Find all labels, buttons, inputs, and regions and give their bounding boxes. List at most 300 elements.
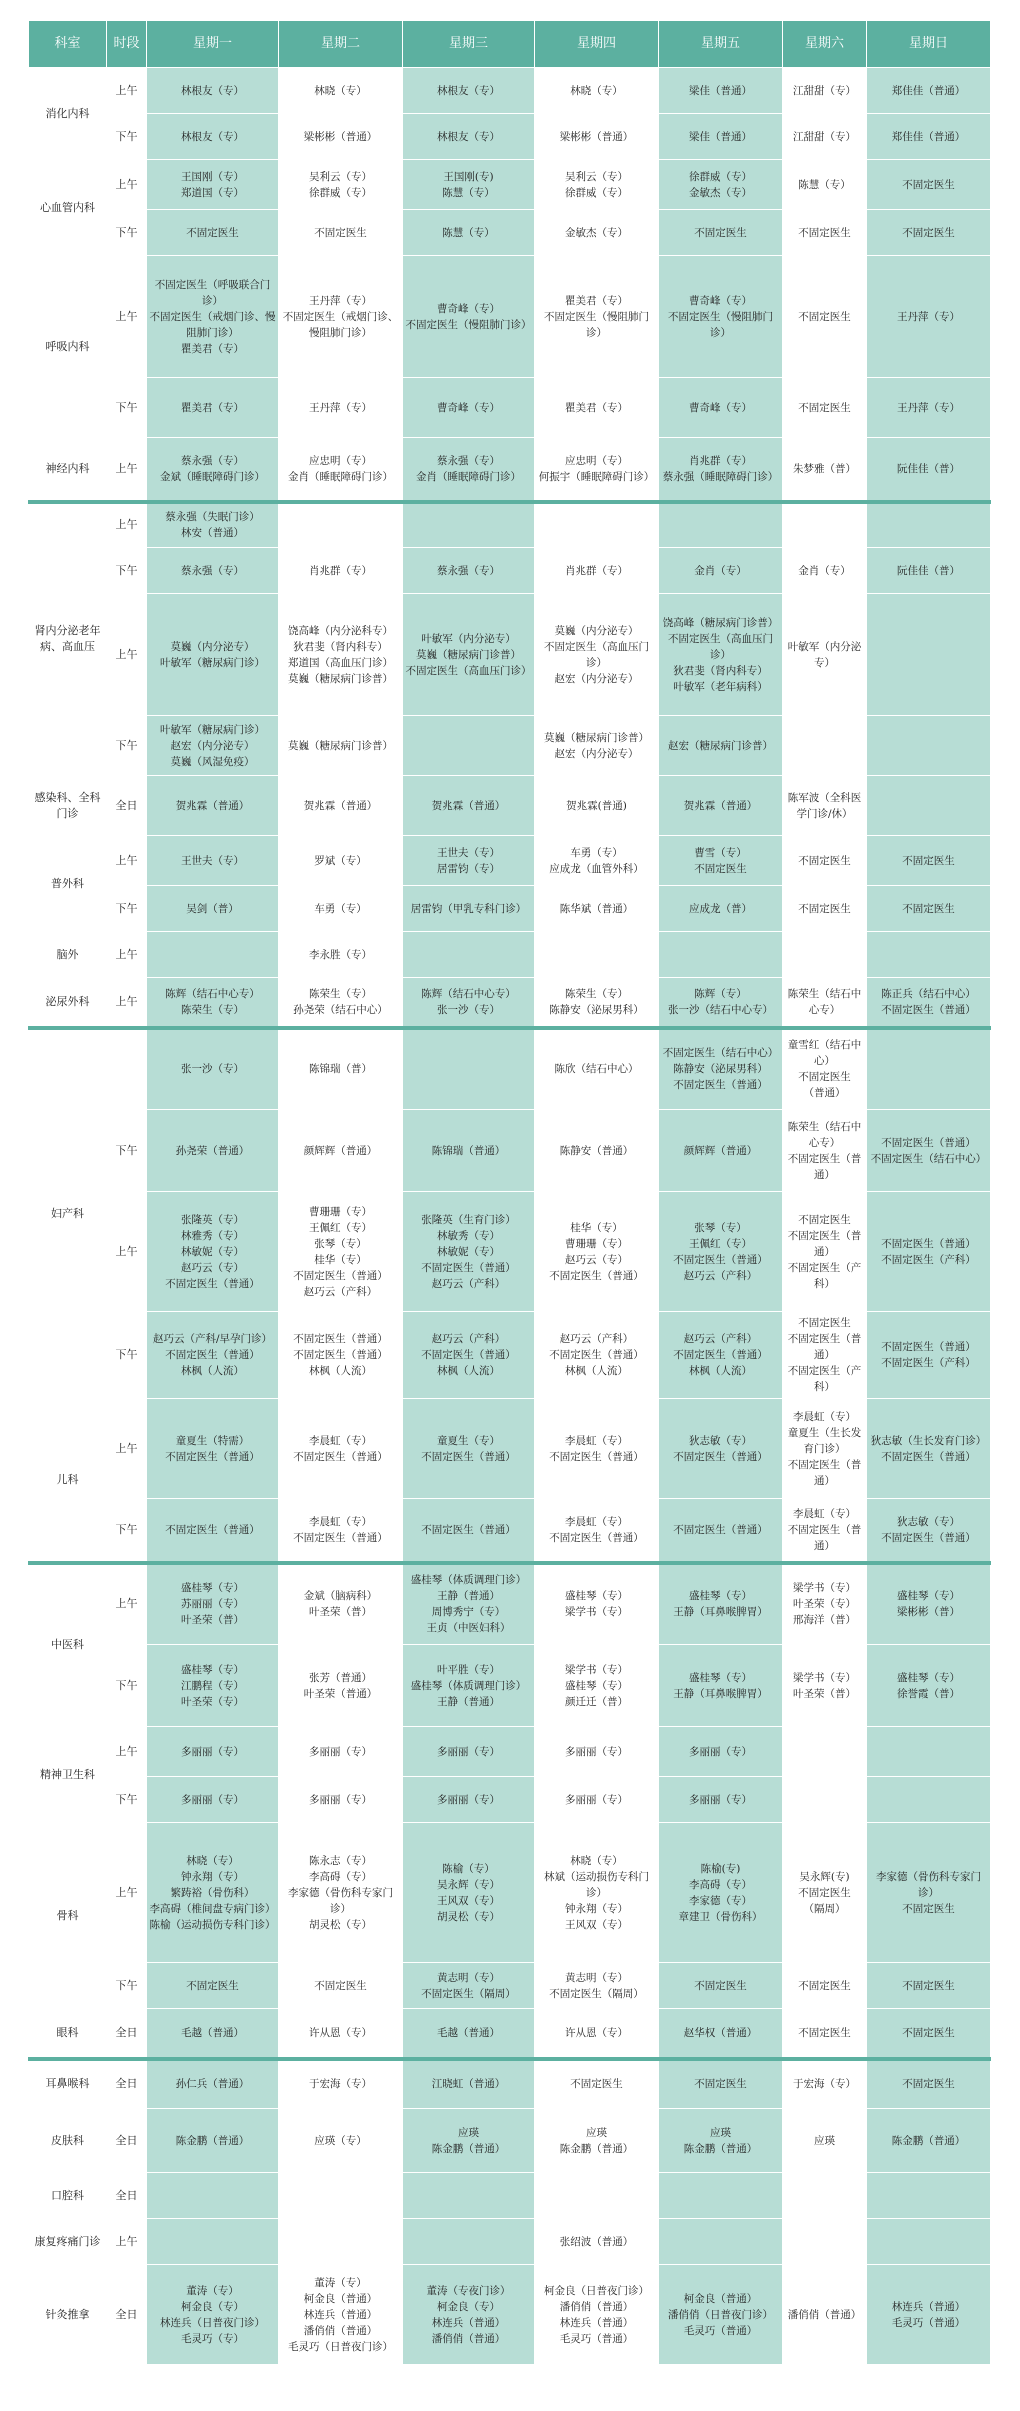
doctor-cell bbox=[867, 594, 991, 716]
table-row bbox=[29, 932, 991, 978]
doctor-cell: 贺兆霖（普通） bbox=[147, 776, 279, 836]
period-cell: 上午 bbox=[107, 1823, 147, 1963]
doctor-cell: 林晓（专） bbox=[279, 68, 403, 114]
doctor-cell: 曹奇峰（专） bbox=[403, 378, 535, 438]
doctor-cell: 狄志敏（生长发育门诊） 不固定医生（普通） bbox=[867, 1399, 991, 1499]
doctor-cell: 张隆英（生育门诊） 林敏秀（专） 林敏妮（专） 不固定医生（普通） 赵巧云（产科） bbox=[403, 1192, 535, 1312]
doctor-cell: 瞿美君（专） bbox=[147, 378, 279, 438]
doctor-cell bbox=[659, 2173, 783, 2219]
doctor-cell: 陈慧（专） bbox=[403, 210, 535, 256]
doctor-cell: 不固定医生 bbox=[783, 2009, 867, 2059]
doctor-cell: 饶高峰（内分泌科专） 狄君斐（肾内科专） 郑道国（高血压门诊） 莫巍（糖尿病门诊普） bbox=[279, 594, 403, 716]
doctor-cell: 赵宏（糖尿病门诊普） bbox=[659, 716, 783, 776]
doctor-cell: 陈永志（专） 李高碍（专） 李家德（骨伤科专家门诊） 胡灵松（专） bbox=[279, 1823, 403, 1963]
doctor-cell: 陈辉（专） 张一沙（结石中心专） bbox=[659, 978, 783, 1028]
table-row bbox=[29, 548, 991, 594]
table-row bbox=[29, 716, 991, 776]
doctor-cell: 陈荣生（结石中心专） bbox=[783, 978, 867, 1028]
doctor-cell: 盛桂琴（专） 梁学书（专） bbox=[535, 1563, 659, 1645]
doctor-cell: 应成龙（普） bbox=[659, 886, 783, 932]
period-cell: 上午 bbox=[107, 1192, 147, 1312]
doctor-cell: 多丽丽（专） bbox=[403, 1777, 535, 1823]
header-cell: 星期六 bbox=[783, 21, 867, 68]
doctor-cell: 赵巧云（产科） 不固定医生（普通） 林枫（人流） bbox=[535, 1312, 659, 1399]
doctor-cell: 林根友（专） bbox=[147, 68, 279, 114]
doctor-cell: 徐群威（专） 金敏杰（专） bbox=[659, 160, 783, 210]
doctor-cell: 赵巧云（产科） 不固定医生（普通） 林枫（人流） bbox=[659, 1312, 783, 1399]
doctor-cell: 柯金良（普通） 潘俏俏（日普夜门诊） 毛灵巧（普通） bbox=[659, 2265, 783, 2365]
doctor-cell: 不固定医生 bbox=[535, 2059, 659, 2109]
doctor-cell: 车勇（专） bbox=[279, 886, 403, 932]
doctor-cell: 盛桂琴（体质调理门诊） 王静（普通） 周博秀宁（专） 王贞（中医妇科） bbox=[403, 1563, 535, 1645]
doctor-cell: 应瑛 bbox=[783, 2109, 867, 2173]
table-row bbox=[29, 114, 991, 160]
doctor-cell bbox=[403, 1028, 535, 1110]
doctor-cell: 狄志敏（专） 不固定医生（普通） bbox=[867, 1499, 991, 1563]
header-cell: 星期日 bbox=[867, 21, 991, 68]
doctor-cell: 饶高峰（糖尿病门诊普） 不固定医生（高血压门诊） 狄君斐（肾内科专） 叶敏军（老年病科） bbox=[659, 594, 783, 716]
doctor-cell bbox=[403, 716, 535, 776]
doctor-cell bbox=[867, 2173, 991, 2219]
doctor-cell: 颜辉辉（普通） bbox=[279, 1110, 403, 1192]
doctor-cell: 贺兆霖(普通) bbox=[535, 776, 659, 836]
table-row bbox=[29, 2265, 991, 2365]
department-cell: 肾内分泌老年病、高血压 bbox=[29, 502, 107, 776]
period-cell: 下午 bbox=[107, 378, 147, 438]
doctor-cell: 多丽丽（专） bbox=[147, 1777, 279, 1823]
doctor-cell: 莫巍（内分泌专） 叶敏军（糖尿病门诊） bbox=[147, 594, 279, 716]
doctor-cell bbox=[403, 502, 535, 548]
period-cell: 上午 bbox=[107, 1563, 147, 1645]
table-row bbox=[29, 2009, 991, 2059]
doctor-cell: 董涛（专） 柯金良（专） 林连兵（日普夜门诊） 毛灵巧（专） bbox=[147, 2265, 279, 2365]
doctor-cell: 不固定医生 bbox=[659, 210, 783, 256]
doctor-cell: 王世夫（专） bbox=[147, 836, 279, 886]
department-cell: 口腔科 bbox=[29, 2173, 107, 2219]
doctor-cell: 不固定医生 bbox=[659, 1963, 783, 2009]
table-row bbox=[29, 978, 991, 1028]
period-cell: 上午 bbox=[107, 1399, 147, 1499]
doctor-cell: 莫巍（糖尿病门诊普） bbox=[279, 716, 403, 776]
doctor-cell: 不固定医生（普通） 不固定医生（普通） 林枫（人流） bbox=[279, 1312, 403, 1399]
doctor-cell: 吴剑（普） bbox=[147, 886, 279, 932]
doctor-cell bbox=[403, 2173, 535, 2219]
doctor-cell: 梁彬彬（普通） bbox=[279, 114, 403, 160]
doctor-cell: 陈荣生（结石中心专） 不固定医生（普通） bbox=[783, 1110, 867, 1192]
doctor-cell: 陈华斌（普通） bbox=[535, 886, 659, 932]
doctor-cell: 居雷钧（甲乳专科门诊） bbox=[403, 886, 535, 932]
table-row bbox=[29, 776, 991, 836]
doctor-cell: 李晨虹（专） 不固定医生（普通） bbox=[535, 1499, 659, 1563]
doctor-cell: 肖兆群（专） bbox=[279, 548, 403, 594]
doctor-cell bbox=[535, 502, 659, 548]
doctor-cell: 肖兆群（专） 蔡永强（睡眠障碍门诊） bbox=[659, 438, 783, 502]
doctor-cell: 桂华（专） 曹珊珊（专） 赵巧云（专） 不固定医生（普通） bbox=[535, 1192, 659, 1312]
doctor-cell: 陈榆(专) 李高碍（专） 李家德（专） 章建卫（骨伤科） bbox=[659, 1823, 783, 1963]
doctor-cell: 不固定医生 bbox=[783, 886, 867, 932]
doctor-cell: 盛桂琴（专） 王静（耳鼻喉脾胃） bbox=[659, 1645, 783, 1727]
doctor-cell: 黄志明（专） 不固定医生（隔周） bbox=[535, 1963, 659, 2009]
doctor-cell: 孙仁兵（普通） bbox=[147, 2059, 279, 2109]
department-cell: 中医科 bbox=[29, 1563, 107, 1727]
doctor-cell bbox=[659, 932, 783, 978]
doctor-cell bbox=[783, 932, 867, 978]
table-row bbox=[29, 2219, 991, 2265]
period-cell: 全日 bbox=[107, 2265, 147, 2365]
doctor-cell: 多丽丽（专） bbox=[659, 1777, 783, 1823]
doctor-cell: 不固定医生（结石中心） 陈静安（泌尿男科） 不固定医生（普通） bbox=[659, 1028, 783, 1110]
doctor-cell: 陈金鹏（普通） bbox=[867, 2109, 991, 2173]
period-cell: 上午 bbox=[107, 932, 147, 978]
period-cell: 下午 bbox=[107, 1963, 147, 2009]
doctor-cell bbox=[783, 1727, 867, 1777]
doctor-cell: 王世夫（专） 居雷钧（专） bbox=[403, 836, 535, 886]
doctor-cell: 童夏生（专） 不固定医生（普通） bbox=[403, 1399, 535, 1499]
doctor-cell: 不固定医生 不固定医生（普通） 不固定医生（产科） bbox=[783, 1192, 867, 1312]
table-row bbox=[29, 1645, 991, 1727]
period-cell bbox=[107, 1028, 147, 1110]
doctor-cell: 盛桂琴（专） 苏丽丽（专） 叶圣荣（普） bbox=[147, 1563, 279, 1645]
doctor-cell: 陈正兵（结石中心） 不固定医生（普通） bbox=[867, 978, 991, 1028]
doctor-cell: 叶敏军（内分泌专） 莫巍（糖尿病门诊普） 不固定医生（高血压门诊） bbox=[403, 594, 535, 716]
doctor-cell: 江晓虹（普通） bbox=[403, 2059, 535, 2109]
doctor-cell: 曹珊珊（专） 王佩红（专） 张琴（专） 桂华（专） 不固定医生（普通） 赵巧云（产科） bbox=[279, 1192, 403, 1312]
doctor-cell bbox=[783, 1777, 867, 1823]
period-cell: 全日 bbox=[107, 2059, 147, 2109]
doctor-cell: 郑佳佳（普通） bbox=[867, 114, 991, 160]
doctor-cell bbox=[279, 2173, 403, 2219]
period-cell: 下午 bbox=[107, 1499, 147, 1563]
doctor-cell: 陈锦瑞（普） bbox=[279, 1028, 403, 1110]
doctor-cell: 陈欣（结石中心） bbox=[535, 1028, 659, 1110]
table-row bbox=[29, 1312, 991, 1399]
doctor-cell bbox=[535, 932, 659, 978]
table-row bbox=[29, 1192, 991, 1312]
doctor-cell: 王丹萍（专） bbox=[867, 256, 991, 378]
department-cell: 妇产科 bbox=[29, 1028, 107, 1399]
doctor-cell: 吴利云（专） 徐群威（专） bbox=[279, 160, 403, 210]
table-row bbox=[29, 210, 991, 256]
table-row bbox=[29, 2109, 991, 2173]
doctor-cell: 阮佳佳（普） bbox=[867, 438, 991, 502]
doctor-cell: 陈金鹏（普通） bbox=[147, 2109, 279, 2173]
doctor-cell: 柯金良（日普夜门诊） 潘俏俏（普通） 林连兵（普通） 毛灵巧（普通） bbox=[535, 2265, 659, 2365]
doctor-cell: 金敏杰（专） bbox=[535, 210, 659, 256]
doctor-cell: 贺兆霖（普通） bbox=[403, 776, 535, 836]
period-cell: 全日 bbox=[107, 2173, 147, 2219]
doctor-cell: 童夏生（特需） 不固定医生（普通） bbox=[147, 1399, 279, 1499]
header-cell: 星期五 bbox=[659, 21, 783, 68]
doctor-cell: 应瑛 陈金鹏（普通） bbox=[403, 2109, 535, 2173]
table-row bbox=[29, 378, 991, 438]
doctor-cell bbox=[535, 2173, 659, 2219]
doctor-cell: 盛桂琴（专） 王静（耳鼻喉脾胃） bbox=[659, 1563, 783, 1645]
doctor-cell: 李家德（骨伤科专家门诊） 不固定医生 bbox=[867, 1823, 991, 1963]
period-cell: 上午 bbox=[107, 502, 147, 548]
doctor-cell: 林根友（专） bbox=[147, 114, 279, 160]
doctor-cell: 李永胜（专） bbox=[279, 932, 403, 978]
doctor-cell: 赵巧云（产科） 不固定医生（普通） 林枫（人流） bbox=[403, 1312, 535, 1399]
table-row bbox=[29, 1563, 991, 1645]
doctor-cell: 李晨虹（专） 童夏生（生长发育门诊） 不固定医生（普通） bbox=[783, 1399, 867, 1499]
doctor-cell bbox=[659, 502, 783, 548]
doctor-cell: 肖兆群（专） bbox=[535, 548, 659, 594]
doctor-cell: 江甜甜（专） bbox=[783, 68, 867, 114]
doctor-cell: 陈辉（结石中心专） 陈荣生（专） bbox=[147, 978, 279, 1028]
department-cell: 泌尿外科 bbox=[29, 978, 107, 1028]
department-cell: 神经内科 bbox=[29, 438, 107, 502]
doctor-cell: 毛越（普通） bbox=[403, 2009, 535, 2059]
period-cell: 下午 bbox=[107, 114, 147, 160]
department-cell: 康复疼痛门诊 bbox=[29, 2219, 107, 2265]
doctor-cell: 蔡永强（专） 金斌（睡眠障碍门诊） bbox=[147, 438, 279, 502]
doctor-cell bbox=[867, 716, 991, 776]
doctor-cell: 多丽丽（专） bbox=[535, 1777, 659, 1823]
doctor-cell: 陈锦瑞（普通） bbox=[403, 1110, 535, 1192]
doctor-cell: 瞿美君（专） bbox=[535, 378, 659, 438]
doctor-cell: 林晓（专） 钟永翔（专） 繁踌裕（骨伤科） 李高碍（椎间盘专病门诊） 陈榆（运动损伤专科门诊） bbox=[147, 1823, 279, 1963]
doctor-cell: 瞿美君（专） 不固定医生（慢阻肺门诊） bbox=[535, 256, 659, 378]
doctor-cell: 黄志明（专） 不固定医生（隔周） bbox=[403, 1963, 535, 2009]
doctor-cell: 张芳（普通） 叶圣荣（普通） bbox=[279, 1645, 403, 1727]
period-cell: 上午 bbox=[107, 594, 147, 716]
doctor-cell bbox=[279, 2219, 403, 2265]
doctor-cell: 许从恩（专） bbox=[279, 2009, 403, 2059]
header-cell: 时段 bbox=[107, 21, 147, 68]
doctor-cell: 陈榆（专） 吴永辉（专） 王风双（专） 胡灵松（专） bbox=[403, 1823, 535, 1963]
doctor-cell: 张绍波（普通） bbox=[535, 2219, 659, 2265]
period-cell: 上午 bbox=[107, 68, 147, 114]
doctor-cell: 不固定医生（普通） bbox=[659, 1499, 783, 1563]
period-cell: 上午 bbox=[107, 978, 147, 1028]
doctor-cell bbox=[659, 2219, 783, 2265]
doctor-cell: 陈荣生（专） 孙尧荣（结石中心） bbox=[279, 978, 403, 1028]
doctor-cell: 多丽丽（专） bbox=[279, 1777, 403, 1823]
doctor-cell: 潘俏俏（普通） bbox=[783, 2265, 867, 2365]
doctor-cell bbox=[867, 1727, 991, 1777]
doctor-cell: 李晨虹（专） 不固定医生（普通） bbox=[279, 1399, 403, 1499]
doctor-cell: 蔡永强（专） 金肖（睡眠障碍门诊） bbox=[403, 438, 535, 502]
doctor-cell: 不固定医生（普通） bbox=[147, 1499, 279, 1563]
doctor-cell: 江甜甜（专） bbox=[783, 114, 867, 160]
department-cell: 脑外 bbox=[29, 932, 107, 978]
doctor-cell: 蔡永强（专） bbox=[147, 548, 279, 594]
doctor-cell: 陈静安（普通） bbox=[535, 1110, 659, 1192]
doctor-cell: 莫巍（糖尿病门诊普） 赵宏（内分泌专） bbox=[535, 716, 659, 776]
doctor-cell: 吴利云（专） 徐群威（专） bbox=[535, 160, 659, 210]
doctor-cell: 不固定医生（普通） 不固定医生（产科） bbox=[867, 1312, 991, 1399]
doctor-cell: 盛桂琴（专） 徐誉霞（普） bbox=[867, 1645, 991, 1727]
doctor-cell: 梁佳（普通） bbox=[659, 68, 783, 114]
doctor-cell: 不固定医生 bbox=[147, 1963, 279, 2009]
doctor-cell: 狄志敏（专） 不固定医生（普通） bbox=[659, 1399, 783, 1499]
department-cell: 骨科 bbox=[29, 1823, 107, 2009]
doctor-cell: 梁学书（专） 盛桂琴（专） 颜迁迁（普） bbox=[535, 1645, 659, 1727]
doctor-cell: 李晨虹（专） 不固定医生（普通） bbox=[783, 1499, 867, 1563]
table-row bbox=[29, 1963, 991, 2009]
doctor-cell: 不固定医生 bbox=[867, 2059, 991, 2109]
doctor-cell bbox=[867, 2219, 991, 2265]
doctor-cell: 曹奇峰（专） bbox=[659, 378, 783, 438]
doctor-cell: 叶敏军（糖尿病门诊） 赵宏（内分泌专） 莫巍（风湿免疫） bbox=[147, 716, 279, 776]
doctor-cell: 金斌（脑病科） 叶圣荣（普） bbox=[279, 1563, 403, 1645]
doctor-cell: 赵巧云（产科/早孕门诊） 不固定医生（普通） 林枫（人流） bbox=[147, 1312, 279, 1399]
doctor-cell: 李晨虹（专） 不固定医生（普通） bbox=[535, 1399, 659, 1499]
table-row bbox=[29, 836, 991, 886]
department-cell: 心血管内科 bbox=[29, 160, 107, 256]
doctor-cell: 童雪红（结石中心） 不固定医生 （普通） bbox=[783, 1028, 867, 1110]
table-row bbox=[29, 1499, 991, 1563]
doctor-cell: 蔡永强（失眠门诊） 林安（普通） bbox=[147, 502, 279, 548]
header-cell: 科室 bbox=[29, 21, 107, 68]
period-cell: 下午 bbox=[107, 210, 147, 256]
header-cell: 星期一 bbox=[147, 21, 279, 68]
schedule-body bbox=[29, 68, 991, 2365]
table-row bbox=[29, 2173, 991, 2219]
doctor-cell bbox=[867, 502, 991, 548]
department-cell: 精神卫生科 bbox=[29, 1727, 107, 1823]
doctor-cell bbox=[147, 2219, 279, 2265]
doctor-cell: 不固定医生 bbox=[783, 1963, 867, 2009]
doctor-cell: 梁学书（专） 叶圣荣（普） bbox=[783, 1645, 867, 1727]
doctor-cell: 不固定医生（普通） 不固定医生（产科） bbox=[867, 1192, 991, 1312]
period-cell: 上午 bbox=[107, 2219, 147, 2265]
doctor-cell: 吴永辉(专) 不固定医生 （隔周） bbox=[783, 1823, 867, 1963]
doctor-cell: 多丽丽（专） bbox=[659, 1727, 783, 1777]
doctor-cell: 不固定医生 bbox=[783, 378, 867, 438]
doctor-cell: 不固定医生 bbox=[783, 210, 867, 256]
doctor-cell bbox=[403, 2219, 535, 2265]
doctor-cell: 张琴（专） 王佩红（专） 不固定医生（普通） 赵巧云（产科） bbox=[659, 1192, 783, 1312]
doctor-cell bbox=[867, 776, 991, 836]
table-row bbox=[29, 1399, 991, 1499]
period-cell: 下午 bbox=[107, 1110, 147, 1192]
schedule-header bbox=[29, 21, 991, 68]
period-cell: 下午 bbox=[107, 886, 147, 932]
period-cell: 上午 bbox=[107, 438, 147, 502]
doctor-cell: 林连兵（普通） 毛灵巧（普通） bbox=[867, 2265, 991, 2365]
period-cell: 下午 bbox=[107, 716, 147, 776]
doctor-cell: 郑佳佳（普通） bbox=[867, 68, 991, 114]
doctor-cell: 王国刚(专) 陈慧（专） bbox=[403, 160, 535, 210]
table-row bbox=[29, 438, 991, 502]
doctor-cell: 梁彬彬（普通） bbox=[535, 114, 659, 160]
doctor-cell bbox=[783, 502, 867, 548]
doctor-cell: 陈荣生（专） 陈静安（泌尿男科） bbox=[535, 978, 659, 1028]
doctor-cell bbox=[147, 2173, 279, 2219]
doctor-cell: 王丹萍（专） bbox=[279, 378, 403, 438]
doctor-cell: 阮佳佳（普） bbox=[867, 548, 991, 594]
doctor-cell: 盛桂琴（专） 梁彬彬（普） bbox=[867, 1563, 991, 1645]
header-cell: 星期二 bbox=[279, 21, 403, 68]
doctor-cell: 曹奇峰（专） 不固定医生（慢阻肺门诊） bbox=[659, 256, 783, 378]
period-cell: 全日 bbox=[107, 2009, 147, 2059]
doctor-cell: 应瑛 陈金鹏（普通） bbox=[535, 2109, 659, 2173]
department-cell: 儿科 bbox=[29, 1399, 107, 1563]
doctor-cell bbox=[147, 932, 279, 978]
department-cell: 感染科、全科门诊 bbox=[29, 776, 107, 836]
doctor-cell: 金肖（专） bbox=[659, 548, 783, 594]
doctor-cell bbox=[783, 2219, 867, 2265]
doctor-cell: 不固定医生（呼吸联合门诊） 不固定医生（戒烟门诊、慢阻肺门诊） 瞿美君（专） bbox=[147, 256, 279, 378]
doctor-cell: 不固定医生 bbox=[783, 836, 867, 886]
doctor-cell: 不固定医生 bbox=[867, 210, 991, 256]
table-row bbox=[29, 886, 991, 932]
doctor-cell: 不固定医生（普通） bbox=[403, 1499, 535, 1563]
doctor-cell bbox=[783, 2173, 867, 2219]
doctor-cell: 车勇（专） 应成龙（血管外科） bbox=[535, 836, 659, 886]
period-cell: 下午 bbox=[107, 1777, 147, 1823]
doctor-cell: 应忠明（专） 金肖（睡眠障碍门诊） bbox=[279, 438, 403, 502]
department-cell: 普外科 bbox=[29, 836, 107, 932]
doctor-cell: 叶敏军（内分泌专） bbox=[783, 594, 867, 716]
table-row bbox=[29, 1110, 991, 1192]
doctor-cell: 朱梦雅（普） bbox=[783, 438, 867, 502]
doctor-cell: 多丽丽（专） bbox=[535, 1727, 659, 1777]
doctor-cell: 王国刚（专） 郑道国（专） bbox=[147, 160, 279, 210]
doctor-cell: 罗斌（专） bbox=[279, 836, 403, 886]
doctor-cell: 贺兆霖（普通） bbox=[659, 776, 783, 836]
doctor-cell: 不固定医生 不固定医生（普通） 不固定医生（产科） bbox=[783, 1312, 867, 1399]
schedule-table bbox=[28, 20, 991, 2365]
doctor-cell: 陈慧（专） bbox=[783, 160, 867, 210]
doctor-cell: 不固定医生 bbox=[867, 2009, 991, 2059]
table-row bbox=[29, 502, 991, 548]
period-cell: 下午 bbox=[107, 548, 147, 594]
table-row bbox=[29, 1823, 991, 1963]
doctor-cell: 不固定医生 bbox=[659, 2059, 783, 2109]
doctor-cell: 不固定医生 bbox=[783, 256, 867, 378]
doctor-cell bbox=[279, 502, 403, 548]
doctor-cell: 梁学书（专） 叶圣荣（专） 邢海洋（普） bbox=[783, 1563, 867, 1645]
doctor-cell: 应瑛 陈金鹏（普通） bbox=[659, 2109, 783, 2173]
doctor-cell bbox=[867, 1777, 991, 1823]
department-cell: 呼吸内科 bbox=[29, 256, 107, 438]
doctor-cell: 贺兆霖（普通） bbox=[279, 776, 403, 836]
doctor-cell: 应瑛（专） bbox=[279, 2109, 403, 2173]
doctor-cell: 不固定医生 bbox=[867, 1963, 991, 2009]
doctor-cell: 张一沙（专） bbox=[147, 1028, 279, 1110]
period-cell: 下午 bbox=[107, 1645, 147, 1727]
doctor-cell: 董涛（专） 柯金良（普通） 林连兵（普通） 潘俏俏（普通） 毛灵巧（日普夜门诊） bbox=[279, 2265, 403, 2365]
period-cell: 上午 bbox=[107, 836, 147, 886]
header-cell: 星期四 bbox=[535, 21, 659, 68]
doctor-cell: 蔡永强（专） bbox=[403, 548, 535, 594]
doctor-cell: 毛越（普通） bbox=[147, 2009, 279, 2059]
doctor-cell: 颜辉辉（普通） bbox=[659, 1110, 783, 1192]
doctor-cell: 于宏海（专） bbox=[279, 2059, 403, 2109]
doctor-cell: 陈辉（结石中心专） 张一沙（专） bbox=[403, 978, 535, 1028]
table-row bbox=[29, 594, 991, 716]
schedule-wrapper bbox=[28, 20, 990, 2365]
doctor-cell bbox=[783, 716, 867, 776]
table-row bbox=[29, 68, 991, 114]
department-cell: 耳鼻喉科 bbox=[29, 2059, 107, 2109]
doctor-cell: 李晨虹（专） 不固定医生（普通） bbox=[279, 1499, 403, 1563]
doctor-cell: 赵华权（普通） bbox=[659, 2009, 783, 2059]
doctor-cell: 王丹萍（专） bbox=[867, 378, 991, 438]
period-cell: 上午 bbox=[107, 1727, 147, 1777]
doctor-cell: 叶平胜（专） 盛桂琴（体质调理门诊） 王静（普通） bbox=[403, 1645, 535, 1727]
doctor-cell: 林根友（专） bbox=[403, 114, 535, 160]
period-cell: 上午 bbox=[107, 160, 147, 210]
doctor-cell: 不固定医生 bbox=[867, 886, 991, 932]
period-cell: 全日 bbox=[107, 776, 147, 836]
doctor-cell: 王丹萍（专） 不固定医生（戒烟门诊、慢阻肺门诊） bbox=[279, 256, 403, 378]
doctor-cell: 孙尧荣（普通） bbox=[147, 1110, 279, 1192]
doctor-cell: 盛桂琴（专） 江鹏程（专） 叶圣荣（专） bbox=[147, 1645, 279, 1727]
table-row bbox=[29, 2059, 991, 2109]
